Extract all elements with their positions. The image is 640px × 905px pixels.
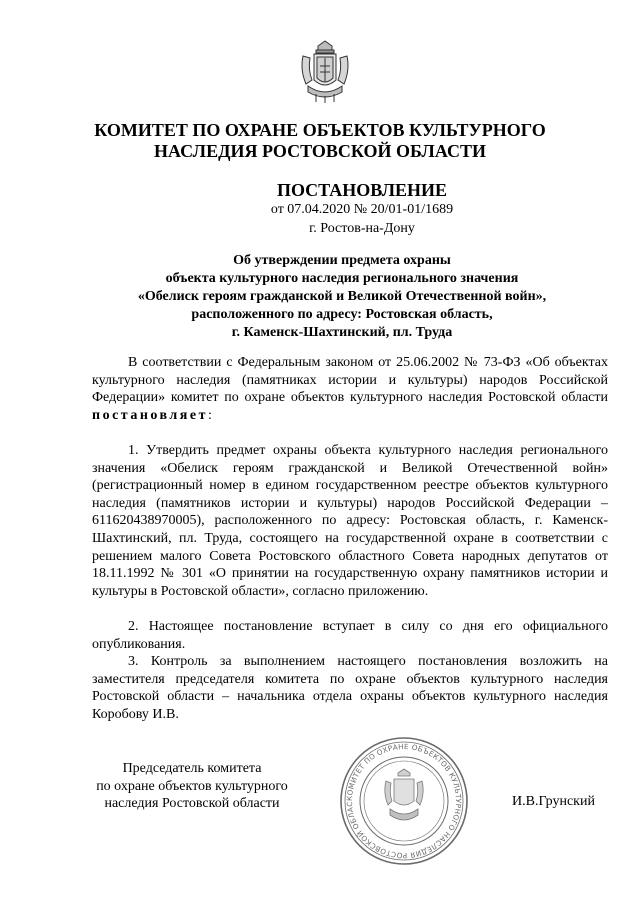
document-date-number: от 07.04.2020 № 20/01-01/1689	[270, 202, 454, 217]
seal-text: КОМИТЕТ ПО ОХРАНЕ ОБЪЕКТОВ КУЛЬТУРНОГО НАСЛЕДИЯ РОСТОВСКОЙ ОБЛАС	[344, 741, 464, 861]
preamble-text: В соответствии с Федеральным законом от 25.06.2002 № 73-ФЗ «Об объектах культурного наследия (памятниках истории и культуры) народов Российской Федерации» комитет по охране объектов культурного наследия Ростовской области	[92, 355, 608, 406]
coat-of-arms-icon	[298, 40, 352, 104]
document-subject	[22, 252, 640, 342]
item-1-paragraph: 1. Утвердить предмет охраны объекта культурного наследия регионального значения «Обелиск героям гражданской и Великой Отечественной войн» (регистрационный номер в едином государственном реестре объектов культурного наследия (памятников истории и культуры) народов Российской Федерации – 611620438970005), расположенного по адресу: Ростовская область, г. Каменск-Шахтинский, пл. Труда, состоящего на государственной охране в соответствии с решением малого Совета Ростовского областного Совета народных депутатов от 18.11.1992 № 301 «О принятии на государственную охрану памятников истории и культуры в Ростовской области», согласно приложению.	[92, 443, 608, 599]
signatory-position-line: Председатель комитета	[122, 761, 262, 776]
organization-name-line2: НАСЛЕДИЯ РОСТОВСКОЙ ОБЛАСТИ	[154, 141, 486, 161]
signatory-position	[92, 760, 292, 813]
item-2-paragraph: 2. Настоящее постановление вступает в силу со дня его официального опубликования.	[92, 619, 608, 652]
signatory-position-line: наследия Ростовской области	[104, 796, 280, 812]
item-3-paragraph: 3. Контроль за выполнением настоящего постановления возложить на заместителя председателя комитета по охране объектов культурного наследия Ростовской области – начальника отдела охраны объектов культурного наследия Коробову И.В.	[92, 654, 608, 722]
signatory-name: И.В.Грунский	[512, 794, 595, 809]
signatory-position-line: по охране объектов культурного	[96, 778, 288, 794]
subject-line: «Обелиск героям гражданской и Великой Отечественной войн»,	[137, 289, 547, 304]
subject-line: объекта культурного наследия регионального значения	[165, 271, 519, 286]
preamble-end: :	[207, 407, 212, 423]
document-city: г. Ростов-на-Дону	[309, 221, 415, 236]
organization-name-line1: КОМИТЕТ ПО ОХРАНЕ ОБЪЕКТОВ КУЛЬТУРНОГО	[94, 120, 546, 140]
subject-line: расположенного по адресу: Ростовская область,	[191, 307, 493, 322]
document-type: ПОСТАНОВЛЕНИЕ	[276, 180, 448, 200]
official-seal-icon	[338, 735, 470, 867]
subject-line: г. Каменск-Шахтинский, пл. Труда	[231, 325, 453, 340]
preamble-emphasis: постановляет	[92, 407, 208, 423]
subject-line: Об утверждении предмета охраны	[233, 253, 451, 268]
preamble-paragraph	[92, 354, 608, 424]
